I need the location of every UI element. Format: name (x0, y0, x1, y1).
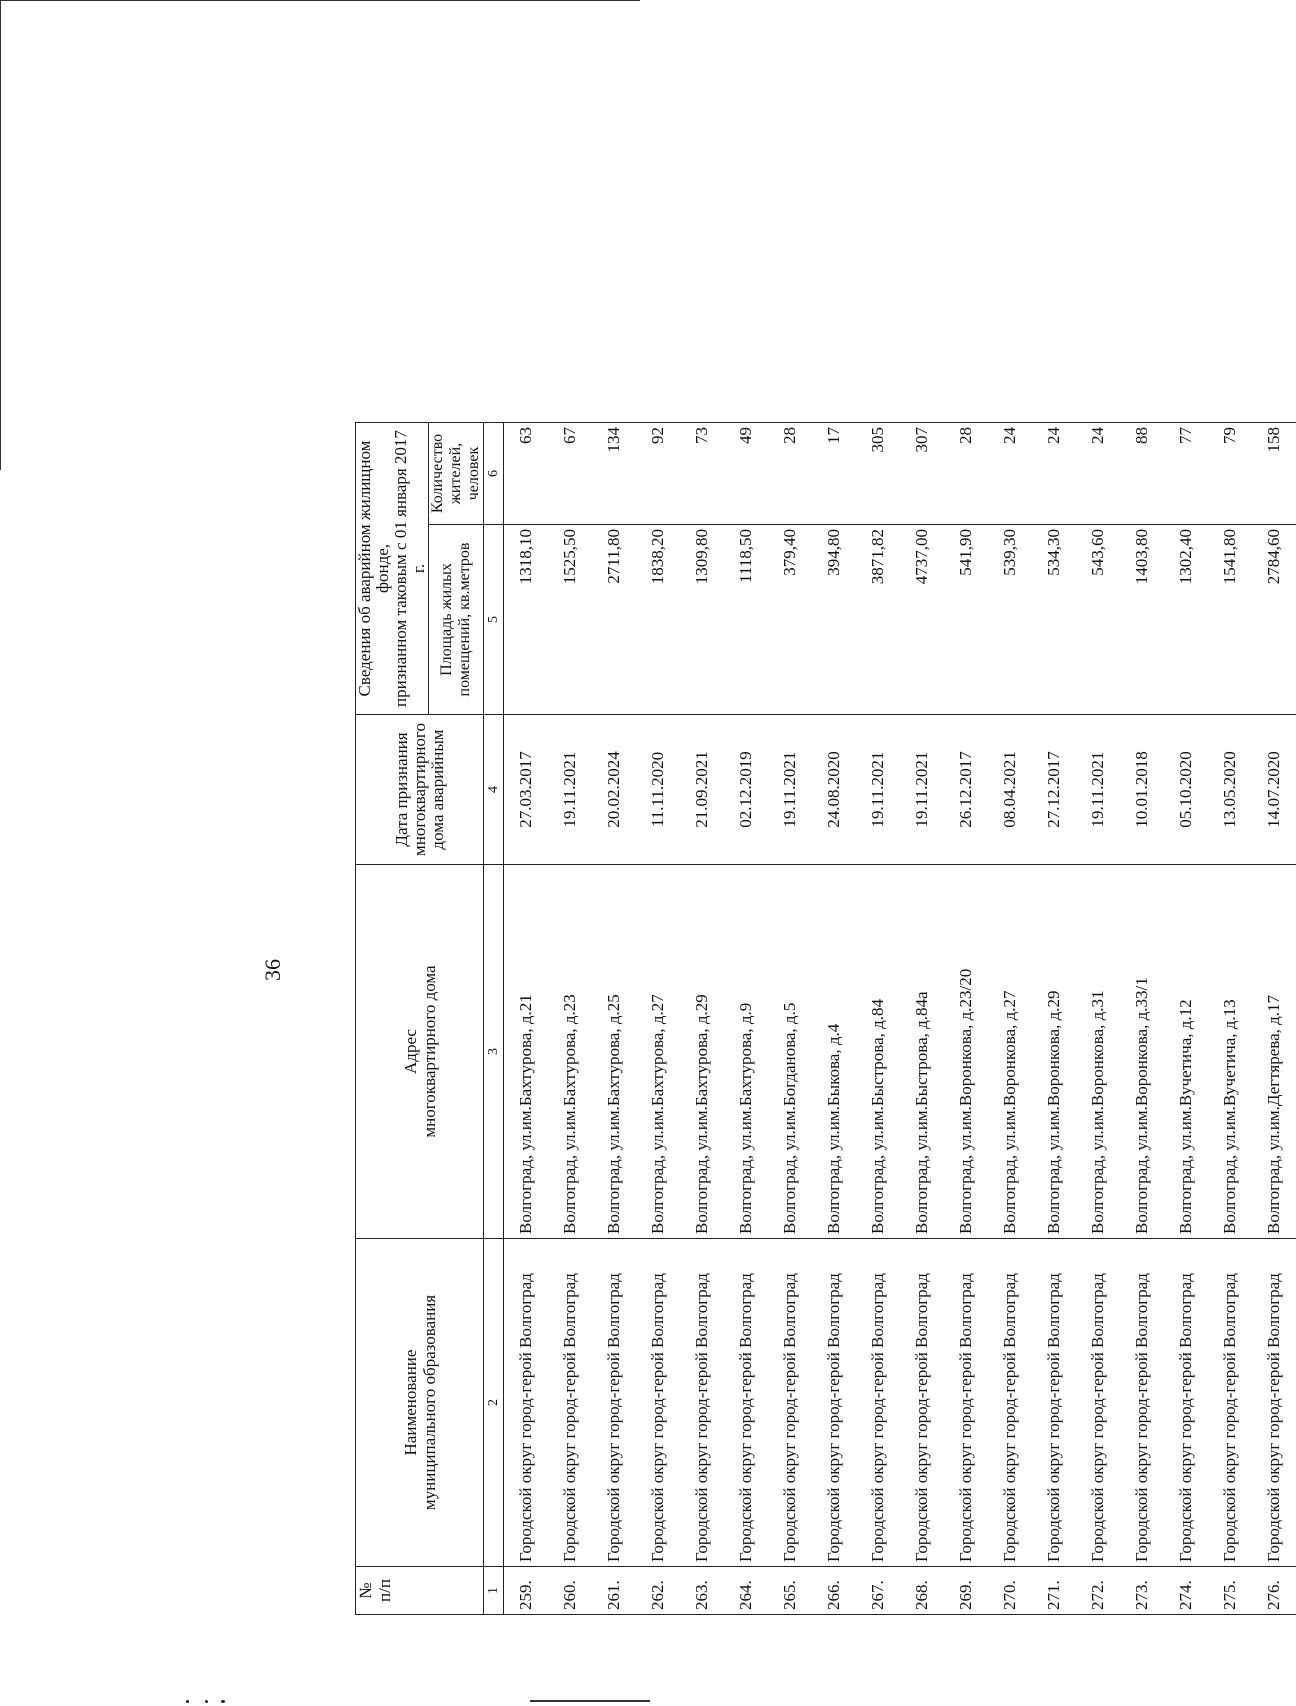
living-area: 2784,60 (1252, 525, 1296, 715)
emergency-date: 14.07.2020 (1252, 715, 1296, 865)
table-row (1252, 423, 1296, 1615)
residents-count: 305 (856, 423, 900, 525)
building-address: Волгоград, ул.им.Бахтурова, д.23 (548, 865, 592, 1239)
row-number: 272. (1076, 1567, 1120, 1615)
living-area: 3871,82 (856, 525, 900, 715)
residents-count: 158 (1252, 423, 1296, 525)
residents-count: 24 (1032, 423, 1076, 525)
living-area: 379,40 (768, 525, 812, 715)
residents-count: 24 (988, 423, 1032, 525)
column-number-row (484, 423, 504, 1615)
row-number: 270. (988, 1567, 1032, 1615)
building-address: Волгоград, ул.им.Бахтурова, д.27 (636, 865, 680, 1239)
table-row (504, 423, 549, 1615)
building-address: Волгоград, ул.им.Воронкова, д.27 (988, 865, 1032, 1239)
building-address: Волгоград, ул.им.Богданова, д.5 (768, 865, 812, 1239)
table-row (1120, 423, 1164, 1615)
emergency-date: 02.12.2019 (724, 715, 768, 865)
residents-count: 307 (900, 423, 944, 525)
building-address: Волгоград, ул.им.Вучетича, д.13 (1208, 865, 1252, 1239)
scan-speck (205, 1700, 208, 1703)
table-header (356, 423, 504, 1615)
building-address: Волгоград, ул.им.Дегтярева, д.17 (1252, 865, 1296, 1239)
living-area: 4737,00 (900, 525, 944, 715)
column-number: 2 (484, 1239, 504, 1567)
emergency-date: 05.10.2020 (1164, 715, 1208, 865)
column-number: 6 (484, 423, 504, 525)
row-number: 268. (900, 1567, 944, 1615)
emergency-date: 19.11.2021 (768, 715, 812, 865)
emergency-date: 21.09.2021 (680, 715, 724, 865)
residents-count: 28 (768, 423, 812, 525)
residents-count: 63 (504, 423, 549, 525)
municipality-name: Городской округ город-герой Волгоград (504, 1239, 549, 1567)
emergency-date: 24.08.2020 (812, 715, 856, 865)
scan-edge-left (0, 0, 1, 470)
municipality-name: Городской округ город-герой Волгоград (856, 1239, 900, 1567)
living-area: 534,30 (1032, 525, 1076, 715)
table-row (900, 423, 944, 1615)
municipality-name: Городской округ город-герой Волгоград (1032, 1239, 1076, 1567)
emergency-date: 11.11.2020 (636, 715, 680, 865)
building-address: Волгоград, ул.им.Бахтурова, д.21 (504, 865, 549, 1239)
emergency-date: 19.11.2021 (900, 715, 944, 865)
emergency-date: 08.04.2021 (988, 715, 1032, 865)
emergency-date: 20.02.2024 (592, 715, 636, 865)
building-address: Волгоград, ул.им.Бахтурова, д.29 (680, 865, 724, 1239)
municipality-name: Городской округ город-герой Волгоград (944, 1239, 988, 1567)
row-number: 265. (768, 1567, 812, 1615)
building-address: Волгоград, ул.им.Быкова, д.4 (812, 865, 856, 1239)
municipality-name: Городской округ город-герой Волгоград (988, 1239, 1032, 1567)
living-area: 1838,20 (636, 525, 680, 715)
emergency-date: 27.03.2017 (504, 715, 549, 865)
building-address: Волгоград, ул.им.Быстрова, д.84 (856, 865, 900, 1239)
municipality-name: Городской округ город-герой Волгоград (1120, 1239, 1164, 1567)
residents-count: 67 (548, 423, 592, 525)
residents-count: 134 (592, 423, 636, 525)
row-number: 274. (1164, 1567, 1208, 1615)
municipality-name: Городской округ город-герой Волгоград (680, 1239, 724, 1567)
row-number: 267. (856, 1567, 900, 1615)
row-number: 259. (504, 1567, 549, 1615)
municipality-name: Городской округ город-герой Волгоград (724, 1239, 768, 1567)
row-number: 275. (1208, 1567, 1252, 1615)
emergency-date: 19.11.2021 (1076, 715, 1120, 865)
rotated-document (260, 270, 1283, 1670)
row-number: 264. (724, 1567, 768, 1615)
row-number: 260. (548, 1567, 592, 1615)
column-number: 4 (484, 715, 504, 865)
header-municipality: Наименование муниципального образования (356, 1239, 484, 1567)
living-area: 394,80 (812, 525, 856, 715)
row-number: 266. (812, 1567, 856, 1615)
header-num: № п/п (356, 1567, 484, 1615)
header-area: Площадь жилых помещений, кв.метров (429, 525, 484, 715)
emergency-date: 10.01.2018 (1120, 715, 1164, 865)
header-residents: Количество жителей, человек (429, 423, 484, 525)
table-body (504, 423, 1296, 1615)
emergency-housing-table (355, 422, 1296, 1615)
table-row (812, 423, 856, 1615)
living-area: 1318,10 (504, 525, 549, 715)
municipality-name: Городской округ город-герой Волгоград (900, 1239, 944, 1567)
scan-speck (221, 1700, 225, 1703)
living-area: 543,60 (1076, 525, 1120, 715)
living-area: 1541,80 (1208, 525, 1252, 715)
header-info: Сведения об аварийном жилищном фонде, признанном таковым с 01 января 2017 г. (356, 423, 429, 715)
table-row (856, 423, 900, 1615)
living-area: 541,90 (944, 525, 988, 715)
row-number: 269. (944, 1567, 988, 1615)
table-row (680, 423, 724, 1615)
scan-speck (186, 1700, 189, 1703)
row-number: 271. (1032, 1567, 1076, 1615)
living-area: 1525,50 (548, 525, 592, 715)
building-address: Волгоград, ул.им.Воронкова, д.33/1 (1120, 865, 1164, 1239)
building-address: Волгоград, ул.им.Быстрова, д.84а (900, 865, 944, 1239)
page-number: 36 (260, 959, 285, 981)
residents-count: 24 (1076, 423, 1120, 525)
residents-count: 28 (944, 423, 988, 525)
header-address: Адрес многоквартирного дома (356, 865, 484, 1239)
column-number: 3 (484, 865, 504, 1239)
municipality-name: Городской округ город-герой Волгоград (1164, 1239, 1208, 1567)
residents-count: 17 (812, 423, 856, 525)
emergency-date: 26.12.2017 (944, 715, 988, 865)
municipality-name: Городской округ город-герой Волгоград (1252, 1239, 1296, 1567)
residents-count: 88 (1120, 423, 1164, 525)
table-row (1164, 423, 1208, 1615)
row-number: 262. (636, 1567, 680, 1615)
row-number: 273. (1120, 1567, 1164, 1615)
living-area: 1403,80 (1120, 525, 1164, 715)
living-area: 539,30 (988, 525, 1032, 715)
emergency-date: 13.05.2020 (1208, 715, 1252, 865)
residents-count: 49 (724, 423, 768, 525)
column-number: 1 (484, 1567, 504, 1615)
header-date: Дата признания многоквартирного дома аварийным (356, 715, 484, 865)
building-address: Волгоград, ул.им.Вучетича, д.12 (1164, 865, 1208, 1239)
table-row (1076, 423, 1120, 1615)
residents-count: 77 (1164, 423, 1208, 525)
building-address: Волгоград, ул.им.Воронкова, д.23/20 (944, 865, 988, 1239)
living-area: 1302,40 (1164, 525, 1208, 715)
row-number: 261. (592, 1567, 636, 1615)
residents-count: 73 (680, 423, 724, 525)
table-row (724, 423, 768, 1615)
building-address: Волгоград, ул.им.Бахтурова, д.25 (592, 865, 636, 1239)
building-address: Волгоград, ул.им.Воронкова, д.29 (1032, 865, 1076, 1239)
residents-count: 79 (1208, 423, 1252, 525)
municipality-name: Городской округ город-герой Волгоград (812, 1239, 856, 1567)
municipality-name: Городской округ город-герой Волгоград (768, 1239, 812, 1567)
living-area: 1118,50 (724, 525, 768, 715)
municipality-name: Городской округ город-герой Волгоград (592, 1239, 636, 1567)
municipality-name: Городской округ город-герой Волгоград (1208, 1239, 1252, 1567)
building-address: Волгоград, ул.им.Воронкова, д.31 (1076, 865, 1120, 1239)
table-row (1032, 423, 1076, 1615)
municipality-name: Городской округ город-герой Волгоград (548, 1239, 592, 1567)
municipality-name: Городской округ город-герой Волгоград (1076, 1239, 1120, 1567)
table-row (1208, 423, 1252, 1615)
table-row (944, 423, 988, 1615)
table-row (592, 423, 636, 1615)
table-row (768, 423, 812, 1615)
emergency-date: 19.11.2021 (856, 715, 900, 865)
scan-edge-bottom (530, 1700, 650, 1702)
residents-count: 92 (636, 423, 680, 525)
table-row (988, 423, 1032, 1615)
table-row (548, 423, 592, 1615)
column-number: 5 (484, 525, 504, 715)
row-number: 276. (1252, 1567, 1296, 1615)
scan-edge-top (0, 0, 640, 1)
building-address: Волгоград, ул.им.Бахтурова, д.9 (724, 865, 768, 1239)
living-area: 2711,80 (592, 525, 636, 715)
emergency-date: 19.11.2021 (548, 715, 592, 865)
municipality-name: Городской округ город-герой Волгоград (636, 1239, 680, 1567)
row-number: 263. (680, 1567, 724, 1615)
emergency-date: 27.12.2017 (1032, 715, 1076, 865)
living-area: 1309,80 (680, 525, 724, 715)
table-row (636, 423, 680, 1615)
